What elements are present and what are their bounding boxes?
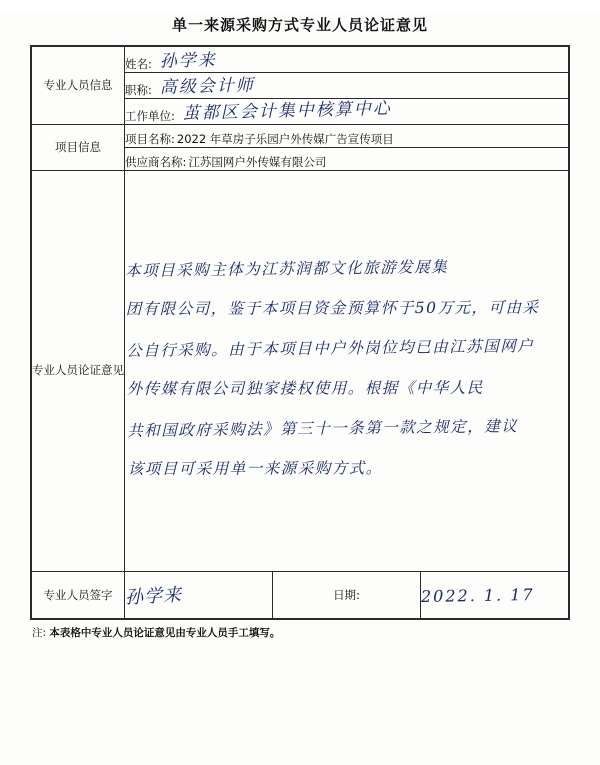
field-label-name: 姓名: [125,57,152,71]
date-value-cell [421,572,569,619]
field-value-project-name: 2022 年草房子乐园户外传媒广告宣传项目 [176,132,394,146]
opinion-line: 公自行采购。由于本项目中户外岗位均已由江苏国网户 [126,337,535,360]
table-row-staff-info [32,47,569,73]
opinion-content [125,171,569,572]
row-label-date: 日期: [273,572,421,619]
field-supplier-name [125,148,569,171]
form-table-wrapper [30,45,570,620]
table-row-signature [32,572,569,619]
table-row-project-name [32,125,569,148]
opinion-line: 本项目采购主体为江苏润都文化旅游发展集 [125,258,449,280]
field-employer [125,99,569,125]
field-value-name-handwritten: 孙学来 [159,50,217,72]
signature-handwritten: 孙学来 [124,584,183,609]
field-label-supplier-name: 供应商名称: [125,155,187,169]
row-label-staff-info: 专业人员信息 [32,47,125,125]
field-name [125,47,569,73]
page-title: 单一来源采购方式专业人员论证意见 [171,16,428,34]
opinion-line: 外传媒有限公司独家搂权使用。根据《中华人民 [126,378,484,399]
footer-note-prefix: 注: [32,627,47,639]
opinion-line: 团有限公司，鉴于本项目资金预算怀于50万元，可由采 [125,298,540,319]
field-label-project-name: 项目名称: [125,132,175,146]
field-label-job-title: 职称: [125,83,152,97]
row-label-project-info: 项目信息 [32,125,125,171]
date-handwritten: 2022. 1. 17 [420,584,535,606]
footer-note-text: 本表格中专业人员论证意见由专业人员手工填写。 [49,627,281,639]
field-label-employer: 工作单位: [125,109,175,123]
form-table [31,46,569,619]
field-value-job-title-handwritten: 高级会计师 [159,75,255,98]
opinion-handwritten-text [125,246,571,491]
footer-note [32,626,568,642]
field-value-supplier-name: 江苏国网户外传媒有限公司 [188,155,327,169]
opinion-line: 共和国政府采购法》第三十一条第一款之规定，建议 [127,417,519,440]
opinion-line: 该项目可采用单一来源采购方式。 [127,459,383,479]
row-label-signature: 专业人员签字 [32,572,125,619]
document-page [0,14,600,765]
field-value-employer-handwritten: 茧都区会计集中核算中心 [182,98,392,124]
row-label-opinion: 专业人员论证意见 [32,171,125,572]
field-project-name [125,125,569,148]
table-row-opinion [32,171,569,572]
signature-value-cell [125,572,273,619]
